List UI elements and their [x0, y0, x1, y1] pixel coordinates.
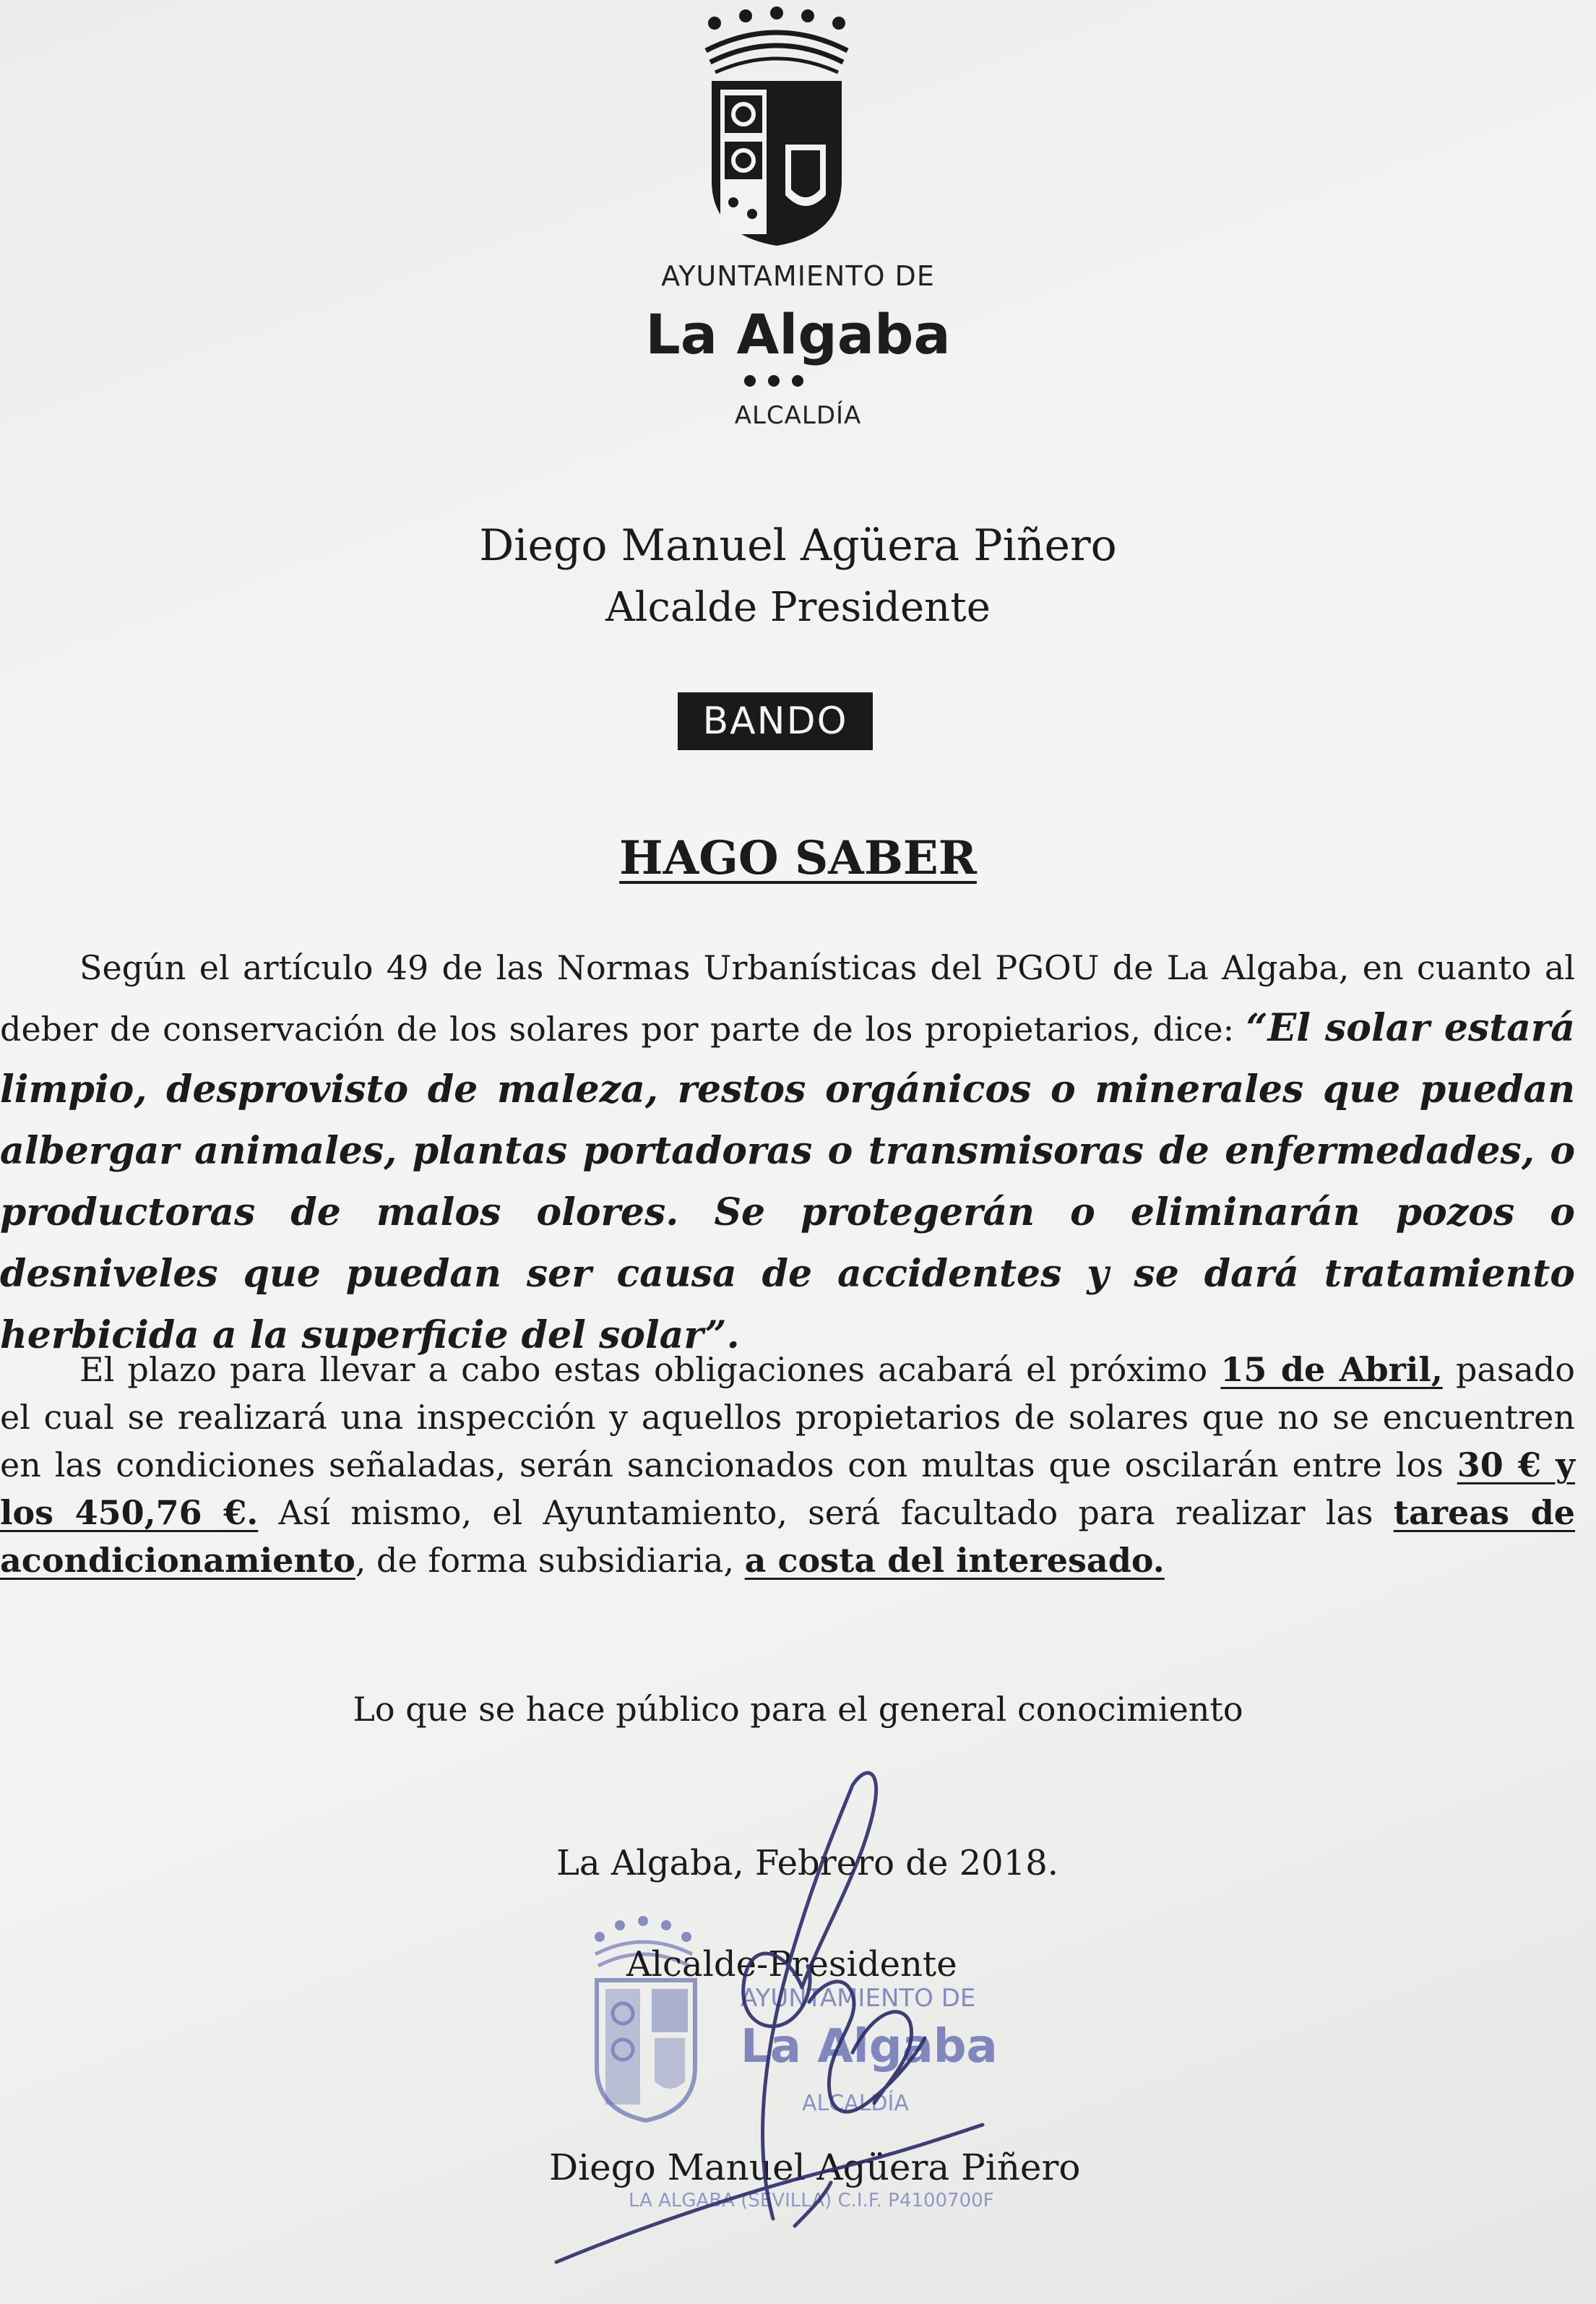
- paragraph-regulation-intro: Según el artículo 49 de las Normas Urbanísticas del PGOU de La Algaba, en cuanto al deber de conservación de los solares por parte de los propietarios, dice:: [0, 948, 1575, 1049]
- ayuntamiento-label: AYUNTAMIENTO DE: [661, 260, 935, 292]
- deadline-text-3: Así mismo, el Ayuntamiento, será facultado para realizar las: [258, 1493, 1394, 1532]
- handwritten-signature-icon: [535, 1763, 1011, 2284]
- heading: [0, 831, 1596, 885]
- town-crest-icon: [690, 0, 863, 249]
- document-type-badge: BANDO: [678, 692, 873, 750]
- cost-clause: a costa del interesado.: [744, 1541, 1165, 1580]
- stamp-title: AYUNTAMIENTO DE: [741, 1984, 976, 2013]
- stamp-alcaldia: ALCALDÍA: [802, 2091, 909, 2116]
- regulation-quote: “El solar estará limpio, desprovisto de maleza, restos orgánicos o minerales que puedan albergar animales, plantas portadoras o transmisoras de enfermedades, o productoras de malos olores. Se protegerán o eliminarán pozos o desniveles que puedan ser causa de accidentes y se dará tratamiento herbicida a la superficie del solar”.: [0, 1006, 1575, 1357]
- deadline-text-4: , de forma subsidiaria,: [355, 1541, 745, 1580]
- paragraph-deadline: [0, 1346, 1575, 1584]
- town-name: La Algaba: [645, 302, 951, 366]
- fine-range: 30 € y los 450,76 €.: [0, 1445, 1575, 1532]
- alcaldia-label: ALCALDÍA: [734, 401, 862, 430]
- decorative-dots-icon: [734, 370, 814, 392]
- stamp-address: LA ALGABA (SEVILLA) C.I.F. P4100700F: [629, 2190, 994, 2211]
- paragraph-regulation: [0, 938, 1575, 1367]
- deadline-text-1: El plazo para llevar a cabo estas obligaciones acabará el próximo: [79, 1350, 1221, 1389]
- heading-text: HAGO SABER: [619, 831, 977, 885]
- mayor-title: Alcalde Presidente: [605, 584, 991, 631]
- place-date: La Algaba, Febrero de 2018.: [556, 1843, 1059, 1883]
- conditioning-tasks: tareas de acondicionamiento: [0, 1493, 1575, 1580]
- signer-title: Alcalde-Presidente: [626, 1944, 957, 1985]
- signer-name: Diego Manuel Agüera Piñero: [549, 2146, 1081, 2188]
- deadline-text-2: pasado el cual se realizará una inspección y aquellos propietarios de solares que no se encuentren en las condiciones señaladas, serán sancionados con multas que oscilarán entre los: [0, 1350, 1576, 1484]
- mayor-name: Diego Manuel Agüera Piñero: [479, 520, 1117, 571]
- deadline-date: 15 de Abril,: [1220, 1350, 1443, 1389]
- stamp-town: La Algaba: [741, 2020, 998, 2073]
- closing-statement: Lo que se hace público para el general conocimiento: [353, 1690, 1243, 1729]
